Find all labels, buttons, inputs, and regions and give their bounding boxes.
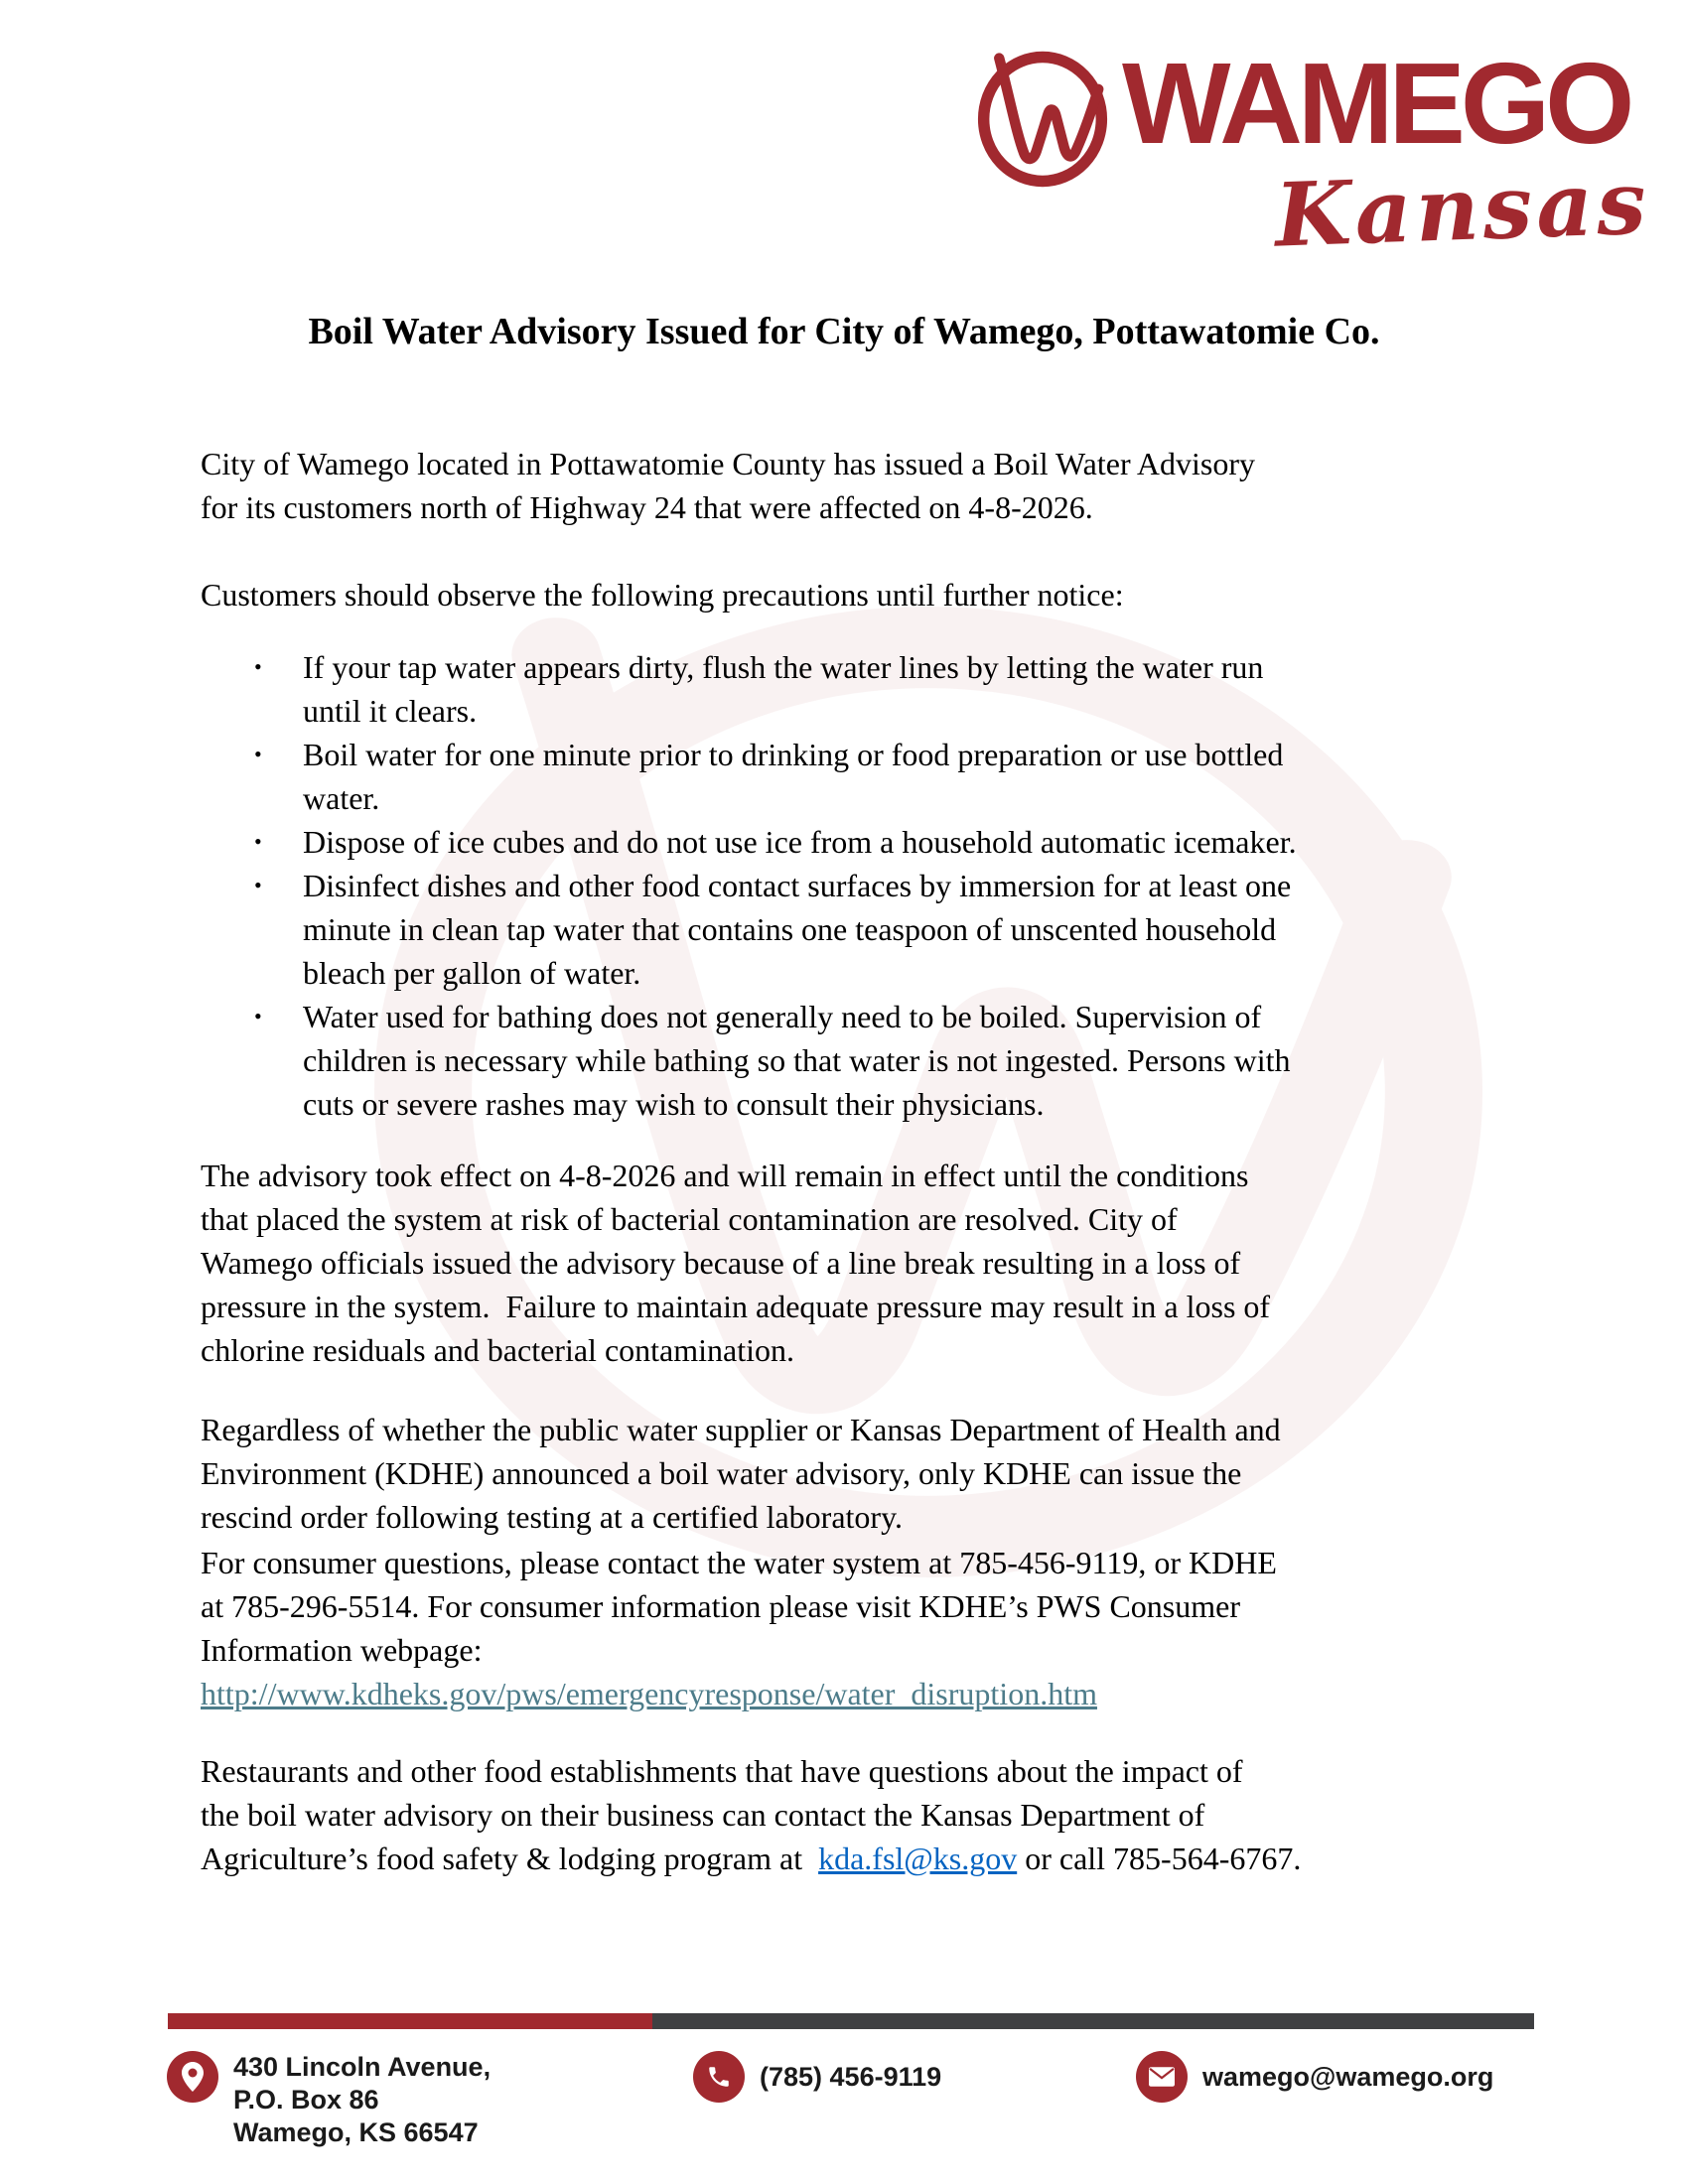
address-line: Wamego, KS 66547 [233,2117,479,2147]
phone-icon [693,2051,745,2103]
text-line: Wamego officials issued the advisory because of a line break resulting in a loss of [201,1245,1241,1281]
text-line: rescind order following testing at a certified laboratory. [201,1499,903,1535]
kdhe-pws-webpage-link[interactable]: http://www.kdheks.gov/pws/emergencyresponse/water_disruption.htm [201,1676,1097,1711]
footer-email-address: wamego@wamego.org [1202,2061,1494,2092]
text-line: children is necessary while bathing so that water is not ingested. Persons with [303,1042,1291,1078]
text-line: Environment (KDHE) announced a boil water advisory, only KDHE can issue the [201,1455,1242,1491]
wamego-logo-kansas-script: Kansas [1273,150,1652,267]
bullet-marker-icon: • [254,1004,262,1028]
text-line: The advisory took effect on 4-8-2026 and will remain in effect until the conditions [201,1158,1249,1193]
text-line: at 785-296-5514. For consumer information please visit KDHE’s PWS Consumer [201,1588,1240,1624]
precautions-bullet-list [201,645,1521,1126]
text-line: Dispose of ice cubes and do not use ice from a household automatic icemaker. [303,824,1297,860]
footer-bar-gray-segment [652,2013,1534,2029]
text-line: Information webpage: [201,1632,483,1668]
text-line: City of Wamego located in Pottawatomie County has issued a Boil Water Advisory [201,446,1255,481]
wamego-logo-wordmark: WAMEGO [1122,39,1630,168]
paragraph-intro [201,442,1521,529]
text-line: for its customers north of Highway 24 that were affected on 4-8-2026. [201,489,1093,525]
text-line: water. [303,780,380,816]
text-after-email: or call 785-564-6767. [1017,1841,1302,1876]
footer-email [1136,2051,1493,2103]
text-line: Customers should observe the following precautions until further notice: [201,577,1124,613]
address-line: P.O. Box 86 [233,2085,379,2115]
text-line: Water used for bathing does not generally need to be boiled. Supervision of [303,999,1262,1034]
envelope-icon [1136,2051,1188,2103]
text-line: Boil water for one minute prior to drinking or food preparation or use bottled [303,737,1284,772]
text-line: Regardless of whether the public water supplier or Kansas Department of Health and [201,1412,1281,1447]
text-line: minute in clean tap water that contains one teaspoon of unscented household [303,911,1277,947]
kda-email-link[interactable]: kda.fsl@ks.gov [818,1841,1018,1876]
bullet-item [201,995,1521,1126]
text-line: that placed the system at risk of bacterial contamination are resolved. City of [201,1201,1178,1237]
footer-address [167,2051,491,2149]
text-line: Disinfect dishes and other food contact surfaces by immersion for at least one [303,868,1292,903]
footer-divider-bar [168,2013,1534,2029]
text-line: until it clears. [303,693,478,729]
bullet-marker-icon: • [254,873,262,897]
bullet-marker-icon: • [254,654,262,679]
text-line: cuts or severe rashes may wish to consult their physicians. [303,1086,1045,1122]
paragraph-precautions-lead [201,573,1521,616]
document-title: Boil Water Advisory Issued for City of Wamego, Pottawatomie Co. [308,311,1380,352]
text-line: the boil water advisory on their business can contact the Kansas Department of [201,1797,1205,1833]
footer-bar-red-segment [168,2013,652,2029]
text-line: If your tap water appears dirty, flush the water lines by letting the water run [303,649,1264,685]
address-line: 430 Lincoln Avenue, [233,2052,492,2082]
paragraph-restaurants [201,1749,1521,1837]
bullet-item [201,820,1521,864]
paragraph-rescind-order [201,1408,1521,1539]
footer-phone-number: (785) 456-9119 [760,2061,942,2092]
footer-address-lines [233,2051,491,2149]
text-line: bleach per gallon of water. [303,955,641,991]
bullet-marker-icon: • [254,742,262,766]
text-line: pressure in the system. Failure to maintain adequate pressure may result in a loss of [201,1289,1271,1324]
footer-phone [693,2051,941,2103]
text-line: For consumer questions, please contact the water system at 785-456-9119, or KDHE [201,1545,1277,1580]
paragraph-advisory-effect [201,1154,1521,1372]
paragraph-consumer-questions [201,1541,1521,1672]
bullet-item [201,733,1521,820]
bullet-marker-icon: • [254,829,262,854]
location-pin-icon [167,2051,218,2103]
paragraph-restaurants-last-line [201,1837,1301,1880]
bullet-item [201,645,1521,733]
bullet-item [201,864,1521,995]
text-line: chlorine residuals and bacterial contamination. [201,1332,794,1368]
wamego-logo-mark-icon [969,44,1116,195]
text-line: Restaurants and other food establishments that have questions about the impact of [201,1753,1243,1789]
text-before-email: Agriculture’s food safety & lodging program at [201,1841,819,1876]
